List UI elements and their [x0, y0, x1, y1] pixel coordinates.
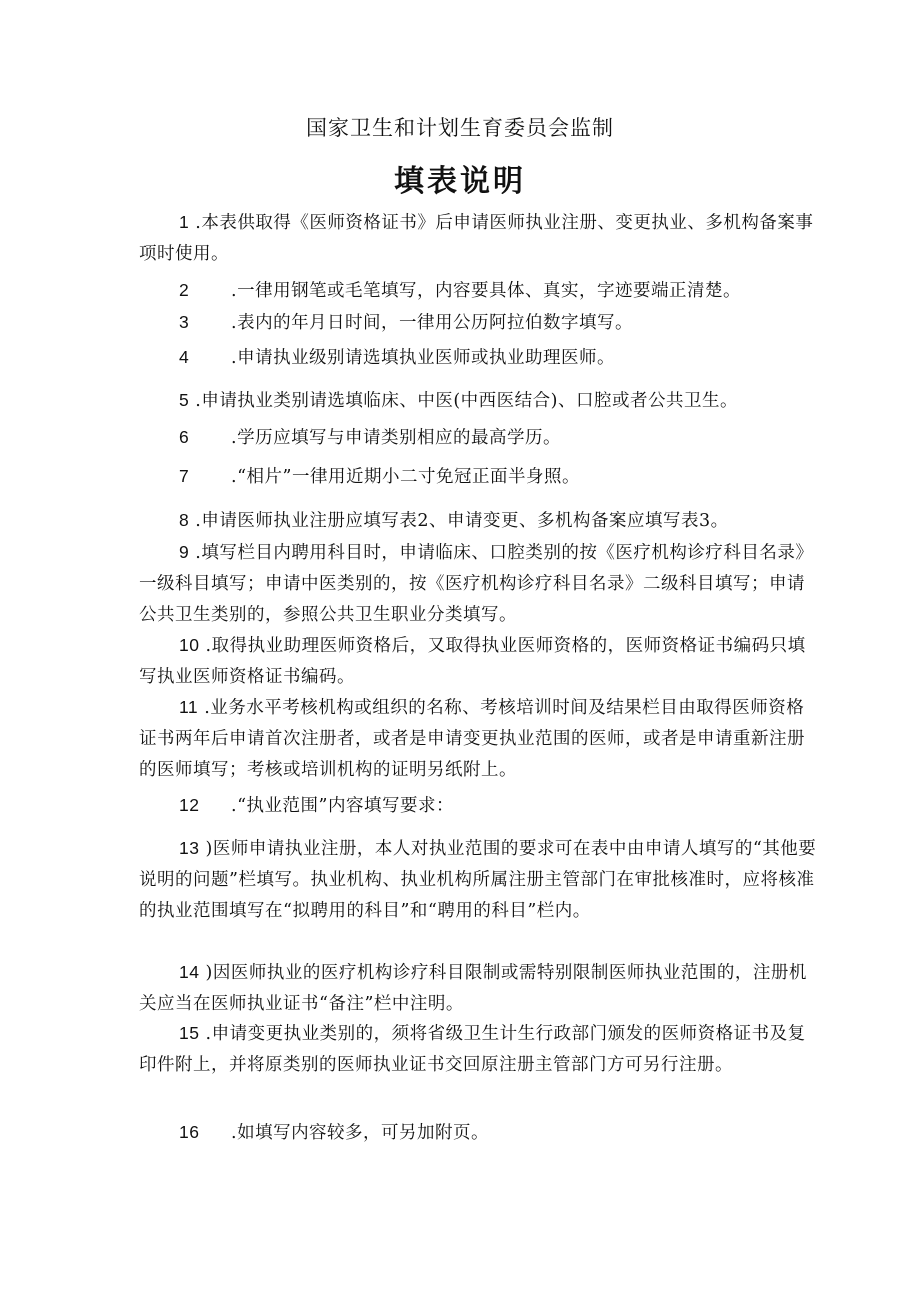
instruction-number: 3 [179, 312, 190, 332]
instruction-text: .一律用钢笔或毛笔填写，内容要具体、真实，字迹要端正清楚。 [231, 281, 742, 301]
instruction-text: .取得执业助理医师资格后，又取得执业医师资格的，医师资格证书编码只填写执业医师资格证书编码。 [139, 636, 806, 687]
instruction-item [139, 692, 819, 786]
instruction-item [139, 275, 819, 307]
instruction-text: .申请执业类别请选填临床、中医(中西医结合)、口腔或者公共卫生。 [189, 391, 739, 411]
instruction-text: )因医师执业的医疗机构诊疗科目限制或需特别限制医师执业范围的，注册机关应当在医师执业证书“备注”栏中注明。 [139, 963, 807, 1014]
instruction-item [139, 630, 819, 693]
instruction-item [139, 957, 819, 1020]
instruction-item [139, 461, 819, 493]
instruction-text: )医师申请执业注册，本人对执业范围的要求可在表中由申请人填写的“其他要说明的问题”栏填写。执业机构、执业机构所属注册主管部门在审批核准时，应将核准的执业范围填写在“拟聘用的科目”和“聘用的科目”栏内。 [139, 839, 817, 921]
instruction-text: .填写栏目内聘用科目时，申请临床、口腔类别的按《医疗机构诊疗科目名录》一级科目填写；申请中医类别的，按《医疗机构诊疗科目名录》二级科目填写；申请公共卫生类别的，参照公共卫生职业分类填写。 [139, 543, 814, 625]
instruction-item [139, 1117, 819, 1149]
instruction-text: .申请医师执业注册应填写表2、申请变更、多机构备案应填写表3。 [189, 511, 729, 531]
instruction-text: .学历应填写与申请类别相应的最高学历。 [231, 428, 562, 448]
instruction-number: 8 [179, 510, 190, 530]
supervisor-line: 国家卫生和计划生育委员会监制 [306, 116, 614, 140]
instruction-number: 5 [179, 390, 190, 410]
instruction-number: 7 [179, 466, 190, 486]
instruction-text: .申请执业级别请选填执业医师或执业助理医师。 [231, 348, 616, 368]
instruction-item [139, 505, 819, 537]
instruction-number: 12 [179, 795, 200, 815]
instruction-number: 14 [179, 962, 200, 982]
instruction-number: 15 [179, 1023, 200, 1043]
instruction-number: 6 [179, 427, 190, 447]
instruction-text: .申请变更执业类别的，须将省级卫生计生行政部门颁发的医师资格证书及复印件附上，并将原类别的医师执业证书交回原注册主管部门方可另行注册。 [139, 1024, 806, 1075]
instruction-number: 1 [179, 212, 190, 232]
instruction-item [139, 537, 819, 631]
instruction-text: .“相片”一律用近期小二寸免冠正面半身照。 [231, 467, 580, 487]
instruction-item [139, 207, 819, 270]
instruction-item [139, 833, 819, 927]
instruction-number: 11 [179, 697, 199, 717]
instruction-item [139, 307, 819, 339]
page-title: 填表说明 [394, 164, 526, 199]
instruction-item [139, 1018, 819, 1081]
instruction-number: 9 [179, 542, 190, 562]
instruction-text: .业务水平考核机构或组织的名称、考核培训时间及结果栏目由取得医师资格证书两年后申请首次注册者，或者是申请变更执业范围的医师，或者是申请重新注册的医师填写；考核或培训机构的证明另纸附上。 [139, 698, 805, 780]
instruction-text: .“执业范围”内容填写要求： [231, 796, 454, 816]
instruction-text: .表内的年月日时间，一律用公历阿拉伯数字填写。 [231, 313, 634, 333]
instruction-item [139, 790, 819, 822]
instruction-number: 10 [179, 635, 200, 655]
instruction-text: .本表供取得《医师资格证书》后申请医师执业注册、变更执业、多机构备案事项时使用。 [139, 213, 814, 264]
instruction-number: 4 [179, 347, 190, 367]
instruction-item [139, 422, 819, 454]
instruction-number: 2 [179, 280, 190, 300]
instruction-number: 16 [179, 1122, 200, 1142]
instruction-number: 13 [179, 838, 200, 858]
instruction-item [139, 385, 839, 417]
instruction-item [139, 342, 819, 374]
instruction-text: .如填写内容较多，可另加附页。 [231, 1123, 490, 1143]
